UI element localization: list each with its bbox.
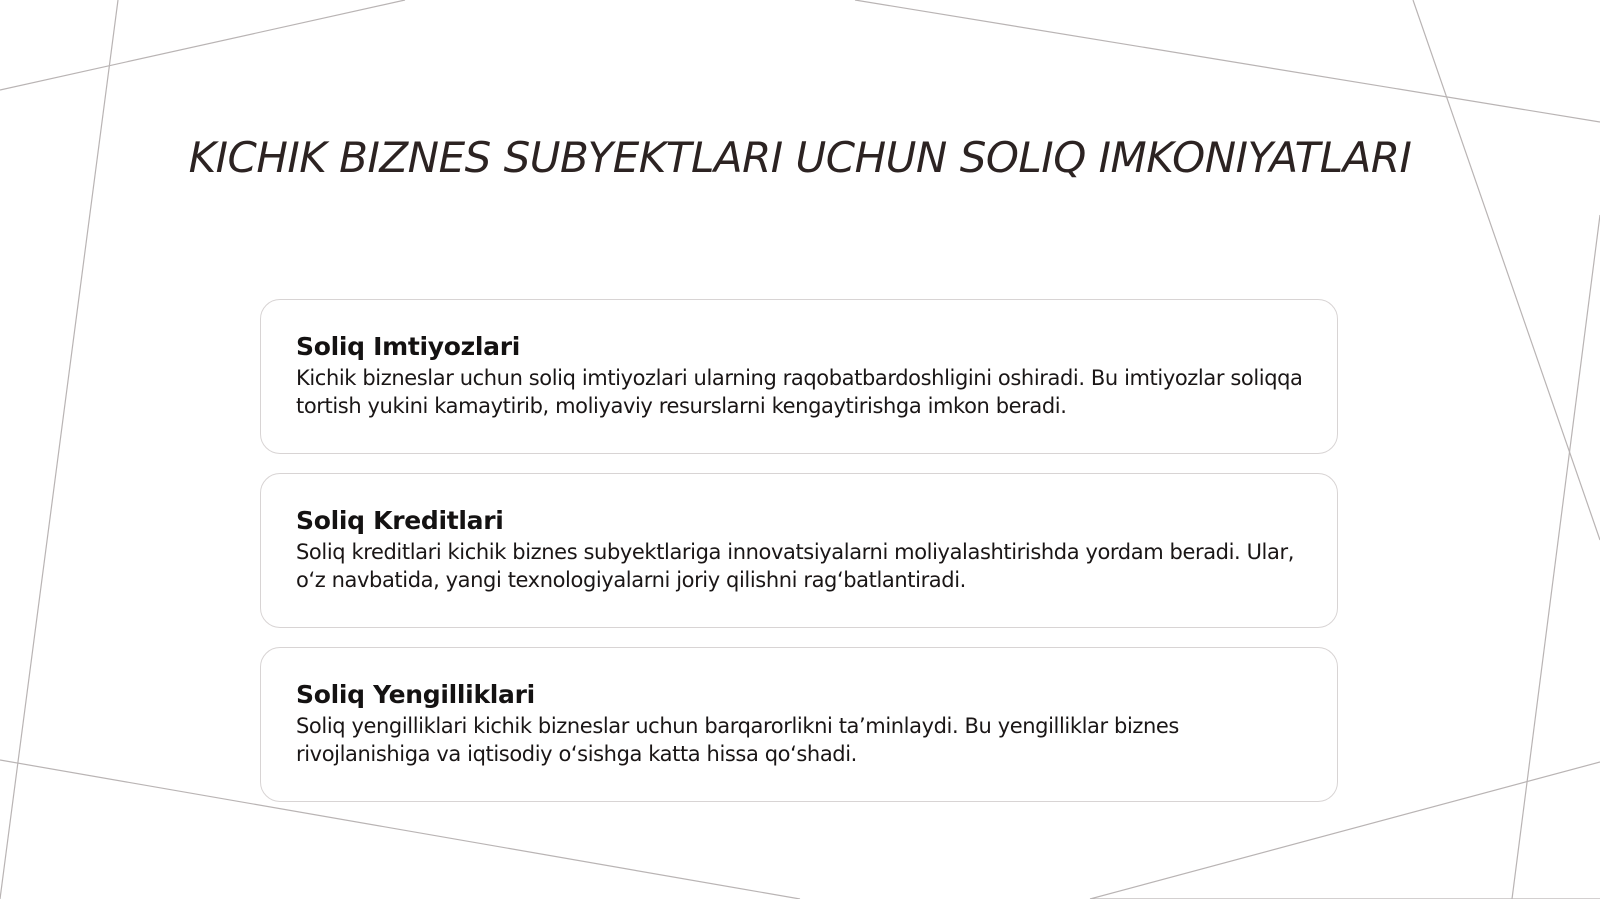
card-body: Soliq yengilliklari kichik bizneslar uchun barqarorlikni ta’minlaydi. Bu yengilliklar biznes rivojlanishiga va iqtisodiy o‘sishga katta hissa qo‘shadi. bbox=[296, 714, 1179, 766]
slide-title: KICHIK BIZNES SUBYEKTLARI UCHUN SOLIQ IMKONIYATLARI bbox=[188, 133, 1412, 182]
decor-line bbox=[1512, 215, 1600, 899]
card-soliq-imtiyozlari bbox=[260, 299, 1338, 454]
card-body: Soliq kreditlari kichik biznes subyektlariga innovatsiyalarni moliyalashtirishda yordam beradi. Ular, o‘z navbatida, yangi texnologiyalarni joriy qilishni rag‘batlantiradi. bbox=[296, 540, 1294, 592]
card-heading: Soliq Kreditlari bbox=[296, 506, 504, 535]
card-soliq-yengilliklari bbox=[260, 647, 1338, 802]
card-soliq-kreditlari bbox=[260, 473, 1338, 628]
card-heading: Soliq Imtiyozlari bbox=[296, 332, 521, 361]
decor-line bbox=[1413, 0, 1600, 540]
decor-line bbox=[0, 0, 405, 90]
decor-line bbox=[855, 0, 1600, 122]
card-body: Kichik bizneslar uchun soliq imtiyozlari ularning raqobatbardoshligini oshiradi. Bu imtiyozlar soliqqa tortish yukini kamaytirib, moliyaviy resurslarni kengaytirishga imkon beradi. bbox=[296, 366, 1303, 418]
card-heading: Soliq Yengilliklari bbox=[296, 680, 535, 709]
